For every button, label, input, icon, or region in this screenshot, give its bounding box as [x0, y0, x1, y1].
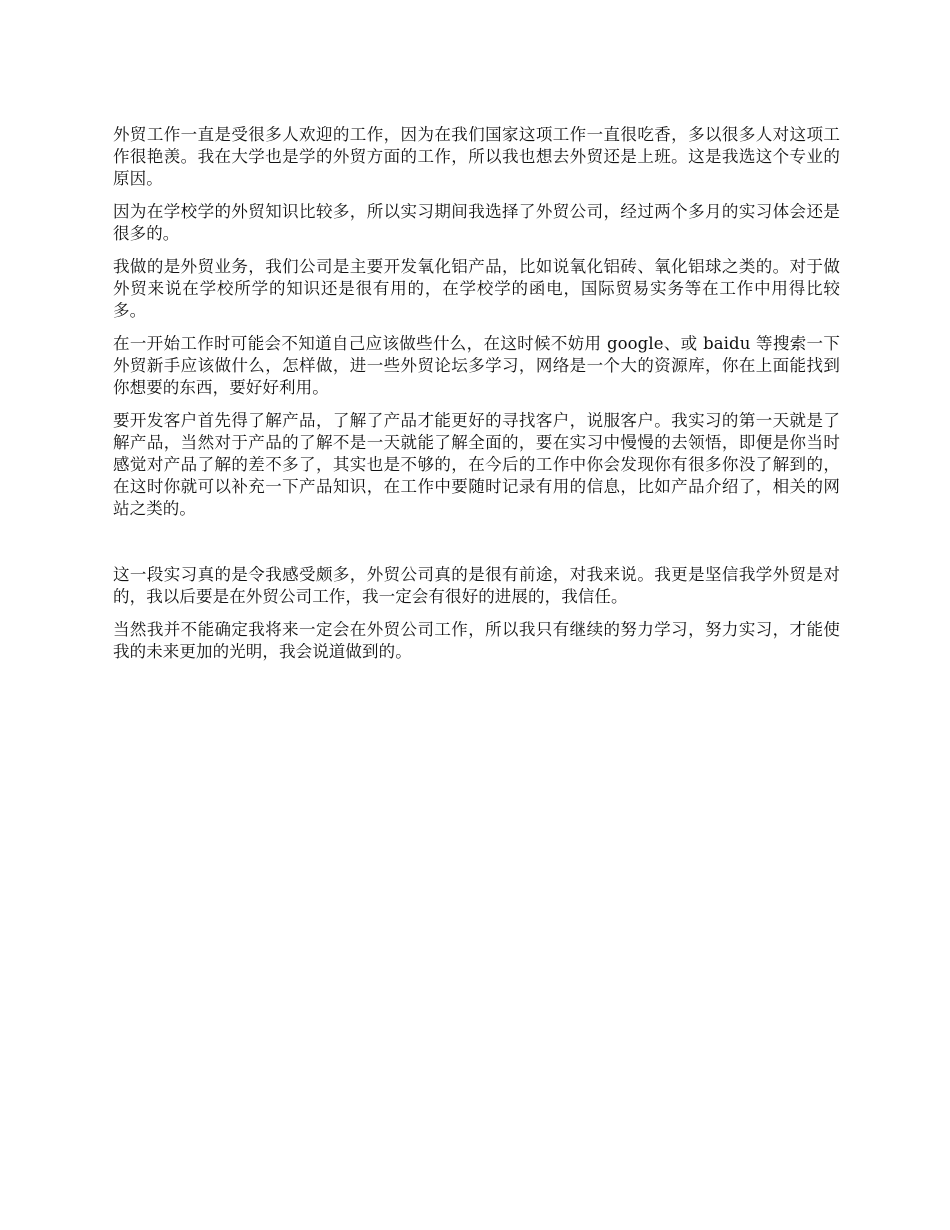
- document-body: [113, 124, 840, 674]
- paragraph-5: 要开发客户首先得了解产品，了解了产品才能更好的寻找客户，说服客户。我实习的第一天就是了解产品，当然对于产品的了解不是一天就能了解全面的，要在实习中慢慢的去领悟，即便是你当时感觉对产品了解的差不多了，其实也是不够的，在今后的工作中你会发现你有很多你没了解到的，在这时你就可以补充一下产品知识，在工作中要随时记录有用的信息，比如产品介绍了，相关的网站之类的。: [113, 411, 840, 518]
- paragraph-7: 当然我并不能确定我将来一定会在外贸公司工作，所以我只有继续的努力学习，努力实习，才能使我的未来更加的光明，我会说道做到的。: [113, 620, 840, 661]
- paragraph-2: 因为在学校学的外贸知识比较多，所以实习期间我选择了外贸公司，经过两个多月的实习体会还是很多的。: [113, 202, 840, 243]
- paragraph-4: 在一开始工作时可能会不知道自己应该做些什么，在这时候不妨用 google、或 baidu 等搜索一下外贸新手应该做什么，怎样做，进一些外贸论坛多学习，网络是一个大的资源库，你在上面能找到你想要的东西，要好好利用。: [113, 334, 840, 397]
- paragraph-6: 这一段实习真的是令我感受颇多，外贸公司真的是很有前途，对我来说。我更是坚信我学外贸是对的，我以后要是在外贸公司工作，我一定会有很好的进展的，我信任。: [113, 565, 840, 606]
- blank-line: [113, 531, 840, 564]
- paragraph-3: 我做的是外贸业务，我们公司是主要开发氧化铝产品，比如说氧化铝砖、氧化铝球之类的。对于做外贸来说在学校所学的知识还是很有用的，在学校学的函电，国际贸易实务等在工作中用得比较多。: [113, 257, 840, 320]
- paragraph-1: 外贸工作一直是受很多人欢迎的工作，因为在我们国家这项工作一直很吃香，多以很多人对这项工作很艳羡。我在大学也是学的外贸方面的工作，所以我也想去外贸还是上班。这是我选这个专业的原因。: [113, 125, 840, 188]
